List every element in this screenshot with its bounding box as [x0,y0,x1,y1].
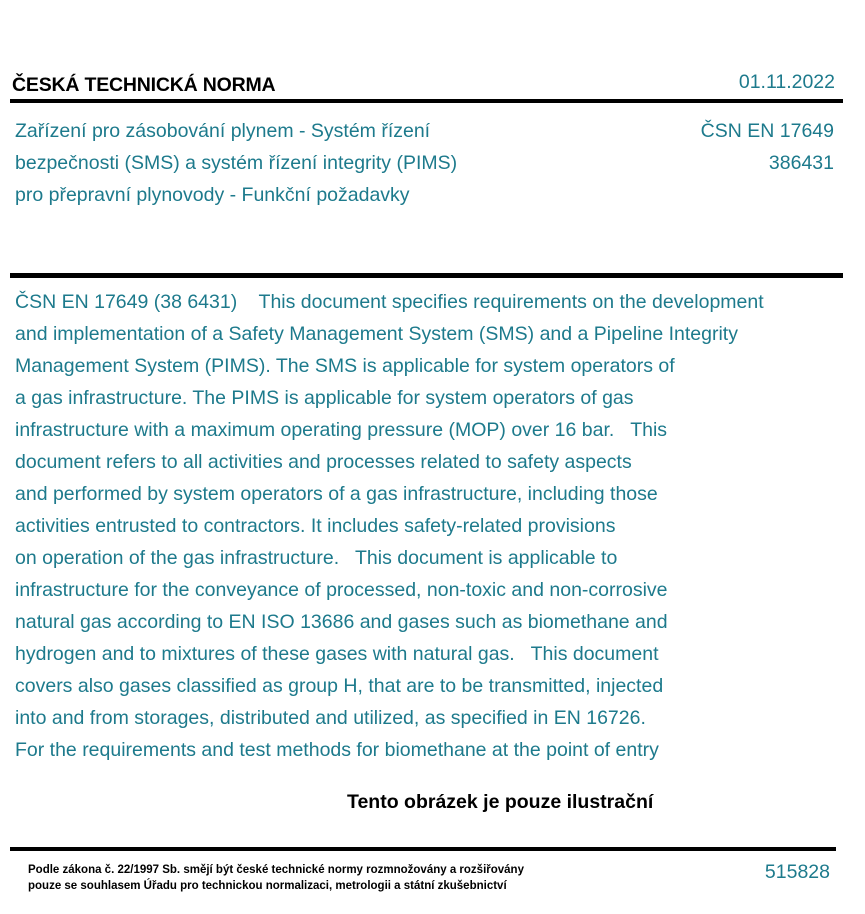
title-divider [10,273,843,278]
catalog-number: 515828 [764,861,830,883]
abstract-line: into and from storages, distributed and utilized, as specified in EN 16726. [15,707,646,729]
footer-divider [10,847,836,851]
title-line: pro přepravní plynovody - Funkční požadavky [15,184,410,206]
standard-codes [701,115,834,179]
classification-number: 386431 [768,152,834,174]
legal-line: pouze se souhlasem Úřadu pro technickou normalizaci, metrologii a státní zkušebnictví [28,880,507,892]
standard-number: ČSN EN 17649 [700,120,834,142]
header-divider [10,99,843,103]
abstract-line: infrastructure with a maximum operating pressure (MOP) over 16 bar. This [15,419,668,441]
abstract-line: document refers to all activities and processes related to safety aspects [15,451,632,473]
abstract-line: on operation of the gas infrastructure. This document is applicable to [15,547,618,569]
abstract-line: hydrogen and to mixtures of these gases with natural gas. This document [15,643,659,665]
abstract-line: natural gas according to EN ISO 13686 and gases such as biomethane and [15,611,668,633]
abstract-line: a gas infrastructure. The PIMS is applicable for system operators of gas [15,387,634,409]
legal-line: Podle zákona č. 22/1997 Sb. smějí být české technické normy rozmnožovány a rozšiřovány [28,864,524,876]
abstract-line: ČSN EN 17649 (38 6431) This document specifies requirements on the development [15,291,764,313]
abstract-line: infrastructure for the conveyance of processed, non-toxic and non-corrosive [15,579,668,601]
abstract-line: and performed by system operators of a gas infrastructure, including those [15,483,658,505]
abstract-line: covers also gases classified as group H, that are to be transmitted, injected [15,675,664,697]
standard-title [15,115,595,211]
abstract-line: and implementation of a Safety Management System (SMS) and a Pipeline Integrity [15,323,738,345]
abstract-text [15,286,850,766]
abstract-line: activities entrusted to contractors. It includes safety-related provisions [15,515,616,537]
title-line: Zařízení pro zásobování plynem - Systém řízení [15,120,431,142]
document-header-title: ČESKÁ TECHNICKÁ NORMA [12,74,276,96]
abstract-line: Management System (PIMS). The SMS is applicable for system operators of [15,355,675,377]
legal-notice [28,862,524,894]
title-line: bezpečnosti (SMS) a systém řízení integrity (PIMS) [15,152,458,174]
abstract-line: For the requirements and test methods for biomethane at the point of entry [15,739,659,761]
illustration-disclaimer: Tento obrázek je pouze ilustrační [347,791,654,813]
publication-date: 01.11.2022 [738,71,835,93]
